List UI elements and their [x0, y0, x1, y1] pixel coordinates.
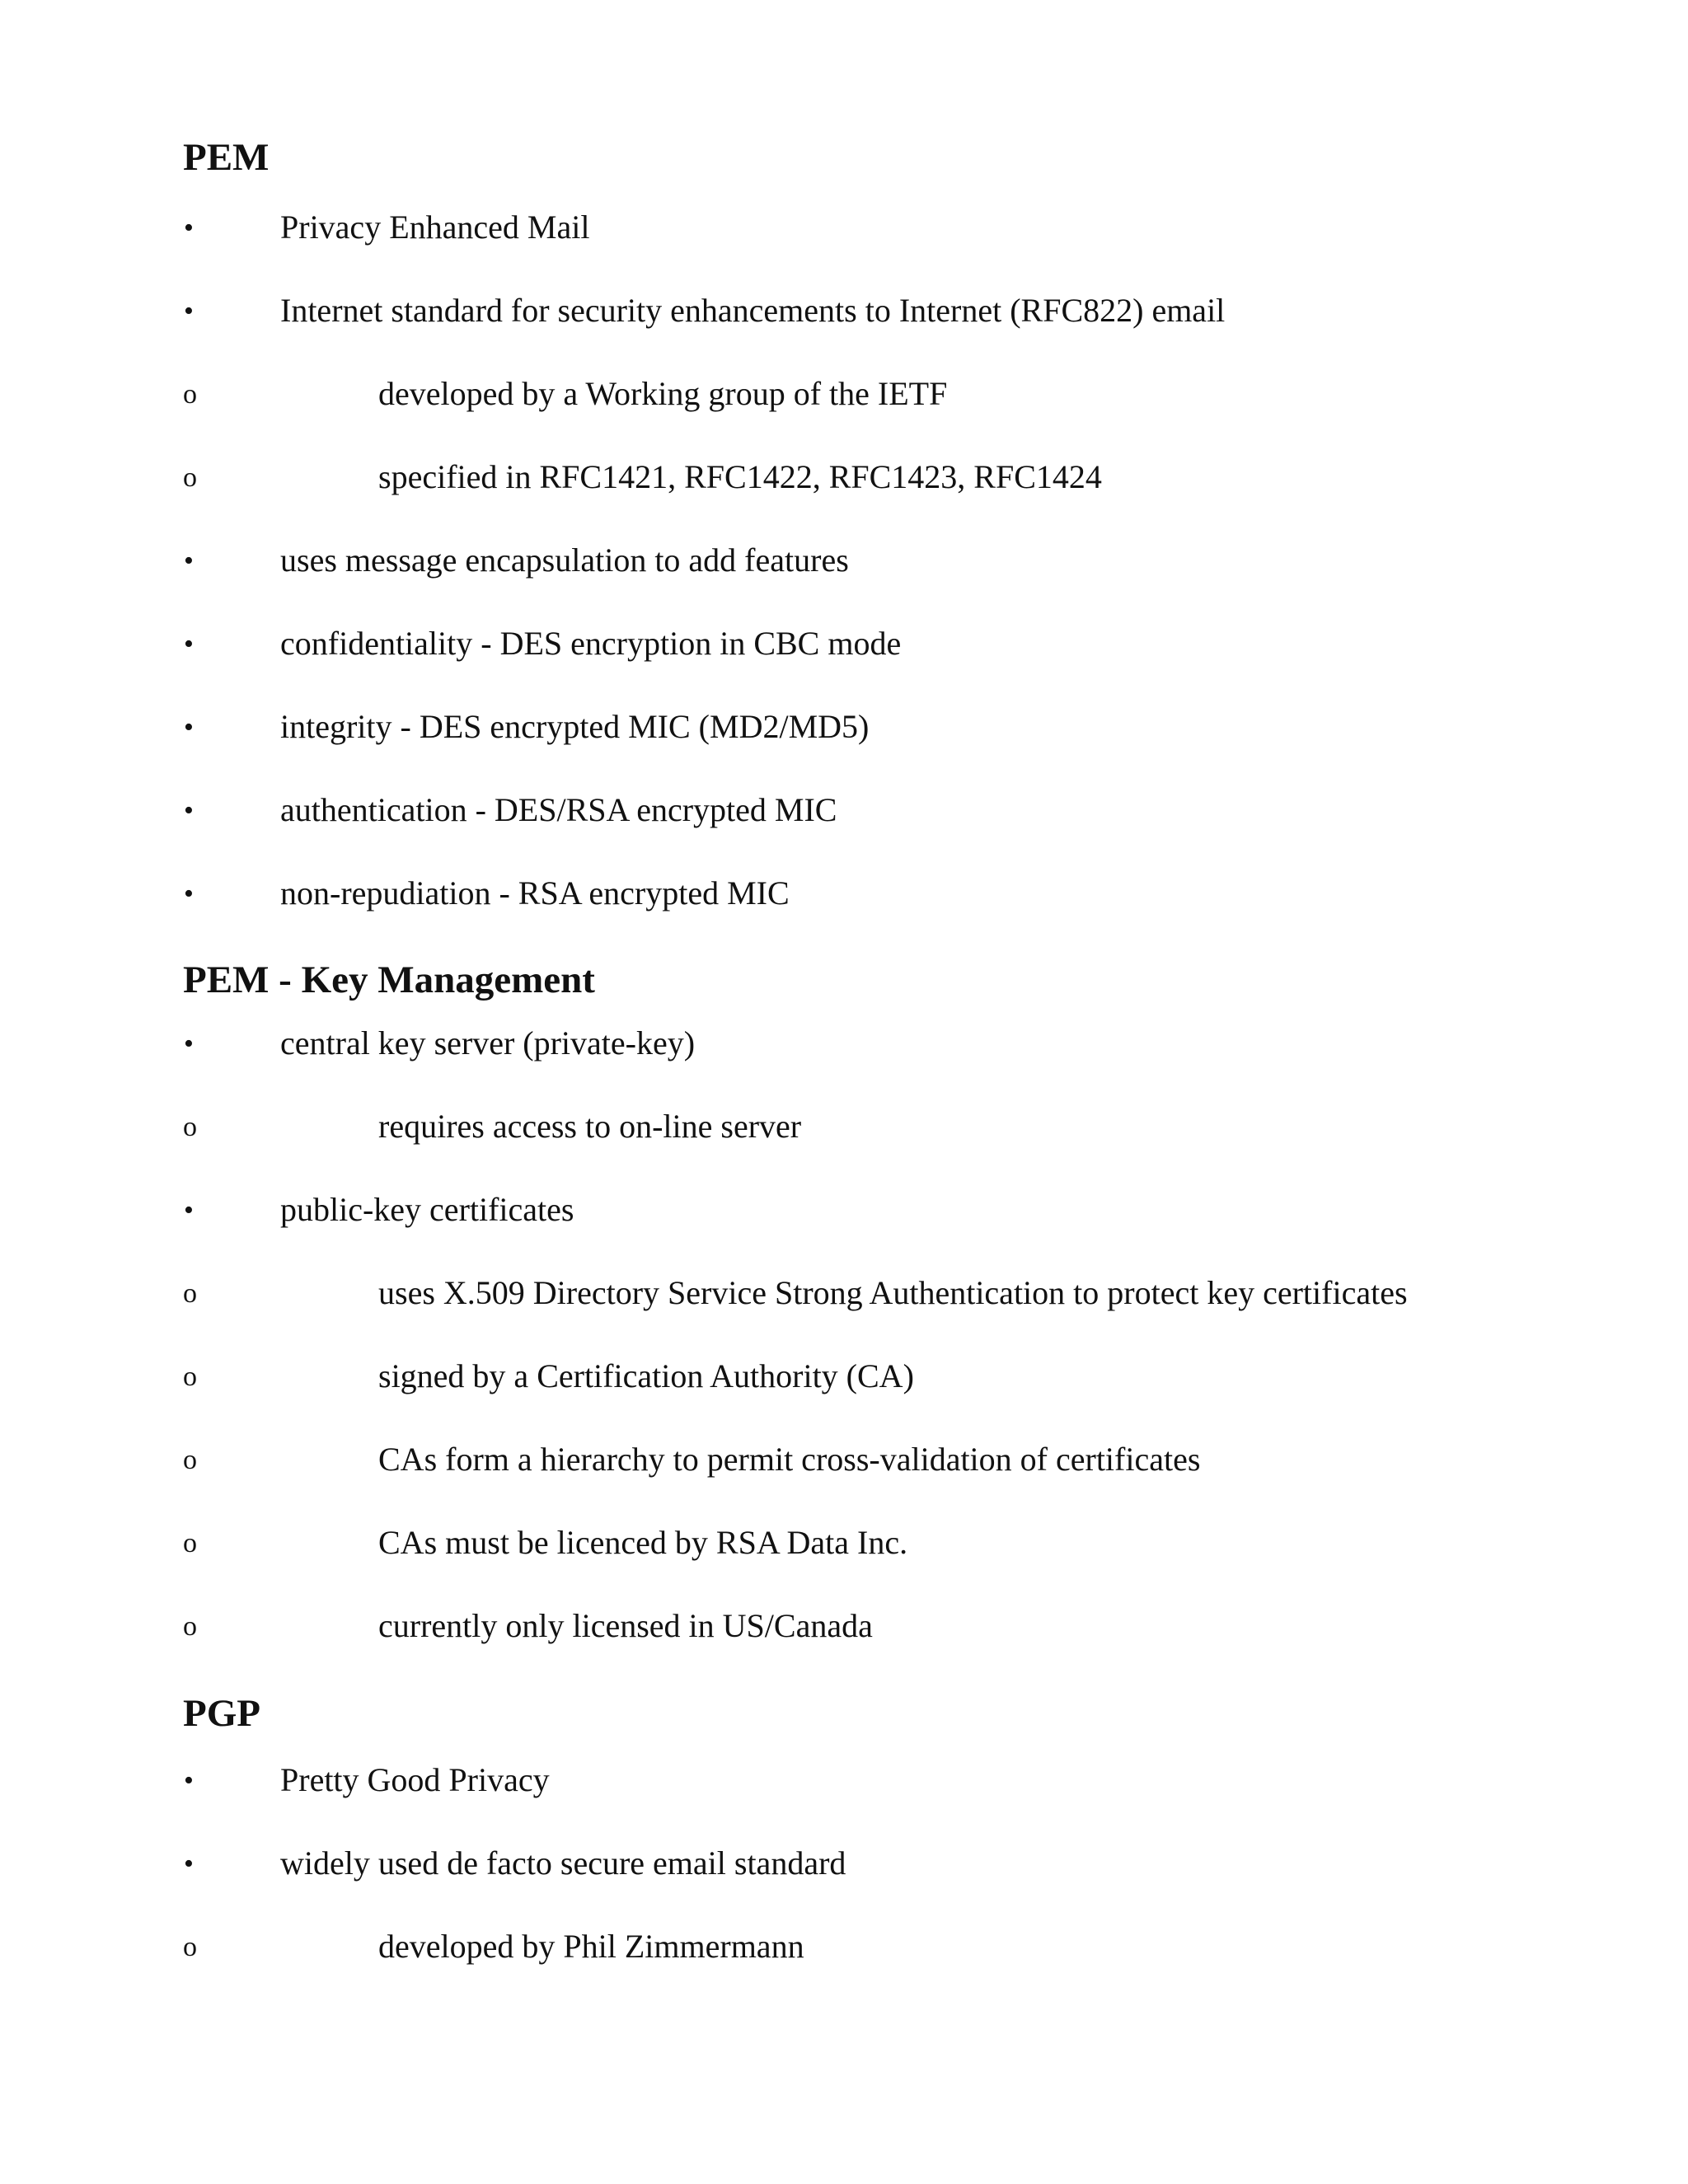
list-item-text: Pretty Good Privacy: [280, 1761, 550, 1798]
list-item: [0, 541, 1688, 593]
list-item: [0, 377, 1688, 427]
circle-marker: o: [183, 1611, 197, 1642]
circle-marker: o: [183, 1278, 197, 1309]
list-item: [0, 1110, 1688, 1160]
list-item: [0, 211, 1688, 260]
list-item: [0, 1274, 1688, 1326]
list-item-text: uses X.509 Directory Service Strong Authentication to protect key certificates: [378, 1274, 1408, 1311]
circle-marker: o: [183, 1528, 197, 1558]
list-item: [0, 710, 1688, 760]
list-item: [0, 1357, 1688, 1409]
list-item: [0, 1443, 1688, 1493]
list-item-text: non-repudiation - RSA encrypted MIC: [280, 874, 790, 912]
list-item-text: developed by a Working group of the IETF: [378, 375, 948, 412]
list-item-text: developed by Phil Zimmermann: [378, 1928, 804, 1965]
list-item-text: CAs must be licenced by RSA Data Inc.: [378, 1524, 908, 1561]
bullet-marker: •: [184, 712, 194, 743]
list-item-text: Privacy Enhanced Mail: [280, 209, 590, 246]
list-item: [0, 791, 1688, 843]
circle-marker: o: [183, 379, 197, 410]
bullet-marker: •: [184, 213, 194, 243]
section-heading-pem: PEM: [183, 136, 270, 179]
list-item-text: requires access to on-line server: [378, 1108, 802, 1145]
list-item: [0, 1761, 1688, 1813]
list-item: [0, 294, 1688, 344]
list-item-text: CAs form a hierarchy to permit cross-validation of certificates: [378, 1441, 1201, 1478]
bullet-marker: •: [184, 795, 194, 826]
list-item: [0, 1930, 1688, 1980]
list-item-text: central key server (private-key): [280, 1024, 696, 1062]
list-item: [0, 874, 1688, 926]
list-item-text: confidentiality - DES encryption in CBC mode: [280, 625, 902, 662]
section-heading-pem-key-management: PEM - Key Management: [183, 958, 595, 1001]
bullet-marker: •: [184, 1849, 194, 1879]
list-item-text: uses message encapsulation to add features: [280, 541, 849, 579]
list-item: [0, 627, 1688, 677]
bullet-marker: •: [184, 629, 194, 659]
bullet-marker: •: [184, 546, 194, 576]
bullet-marker: •: [184, 1765, 194, 1796]
list-item: [0, 458, 1688, 510]
list-item-text: integrity - DES encrypted MIC (MD2/MD5): [280, 708, 870, 745]
list-item-text: widely used de facto secure email standard: [280, 1844, 846, 1882]
list-item-text: public-key certificates: [280, 1191, 574, 1228]
list-item: [0, 1607, 1688, 1659]
circle-marker: o: [183, 1932, 197, 1962]
circle-marker: o: [183, 462, 197, 493]
bullet-marker: •: [184, 1195, 194, 1226]
list-item-text: currently only licensed in US/Canada: [378, 1607, 873, 1644]
list-item: [0, 1024, 1688, 1076]
list-item-text: authentication - DES/RSA encrypted MIC: [280, 791, 837, 828]
circle-marker: o: [183, 1361, 197, 1392]
bullet-marker: •: [184, 1029, 194, 1059]
list-item-text: specified in RFC1421, RFC1422, RFC1423, RFC1424: [378, 458, 1102, 495]
list-item-text: Internet standard for security enhancements to Internet (RFC822) email: [280, 292, 1226, 329]
circle-marker: o: [183, 1445, 197, 1475]
circle-marker: o: [183, 1112, 197, 1142]
section-heading-pgp: PGP: [183, 1692, 260, 1735]
list-item: [0, 1844, 1688, 1896]
bullet-marker: •: [184, 296, 194, 326]
list-item: [0, 1193, 1688, 1243]
list-item: [0, 1526, 1688, 1576]
list-item-text: signed by a Certification Authority (CA): [378, 1357, 914, 1394]
bullet-marker: •: [184, 879, 194, 909]
